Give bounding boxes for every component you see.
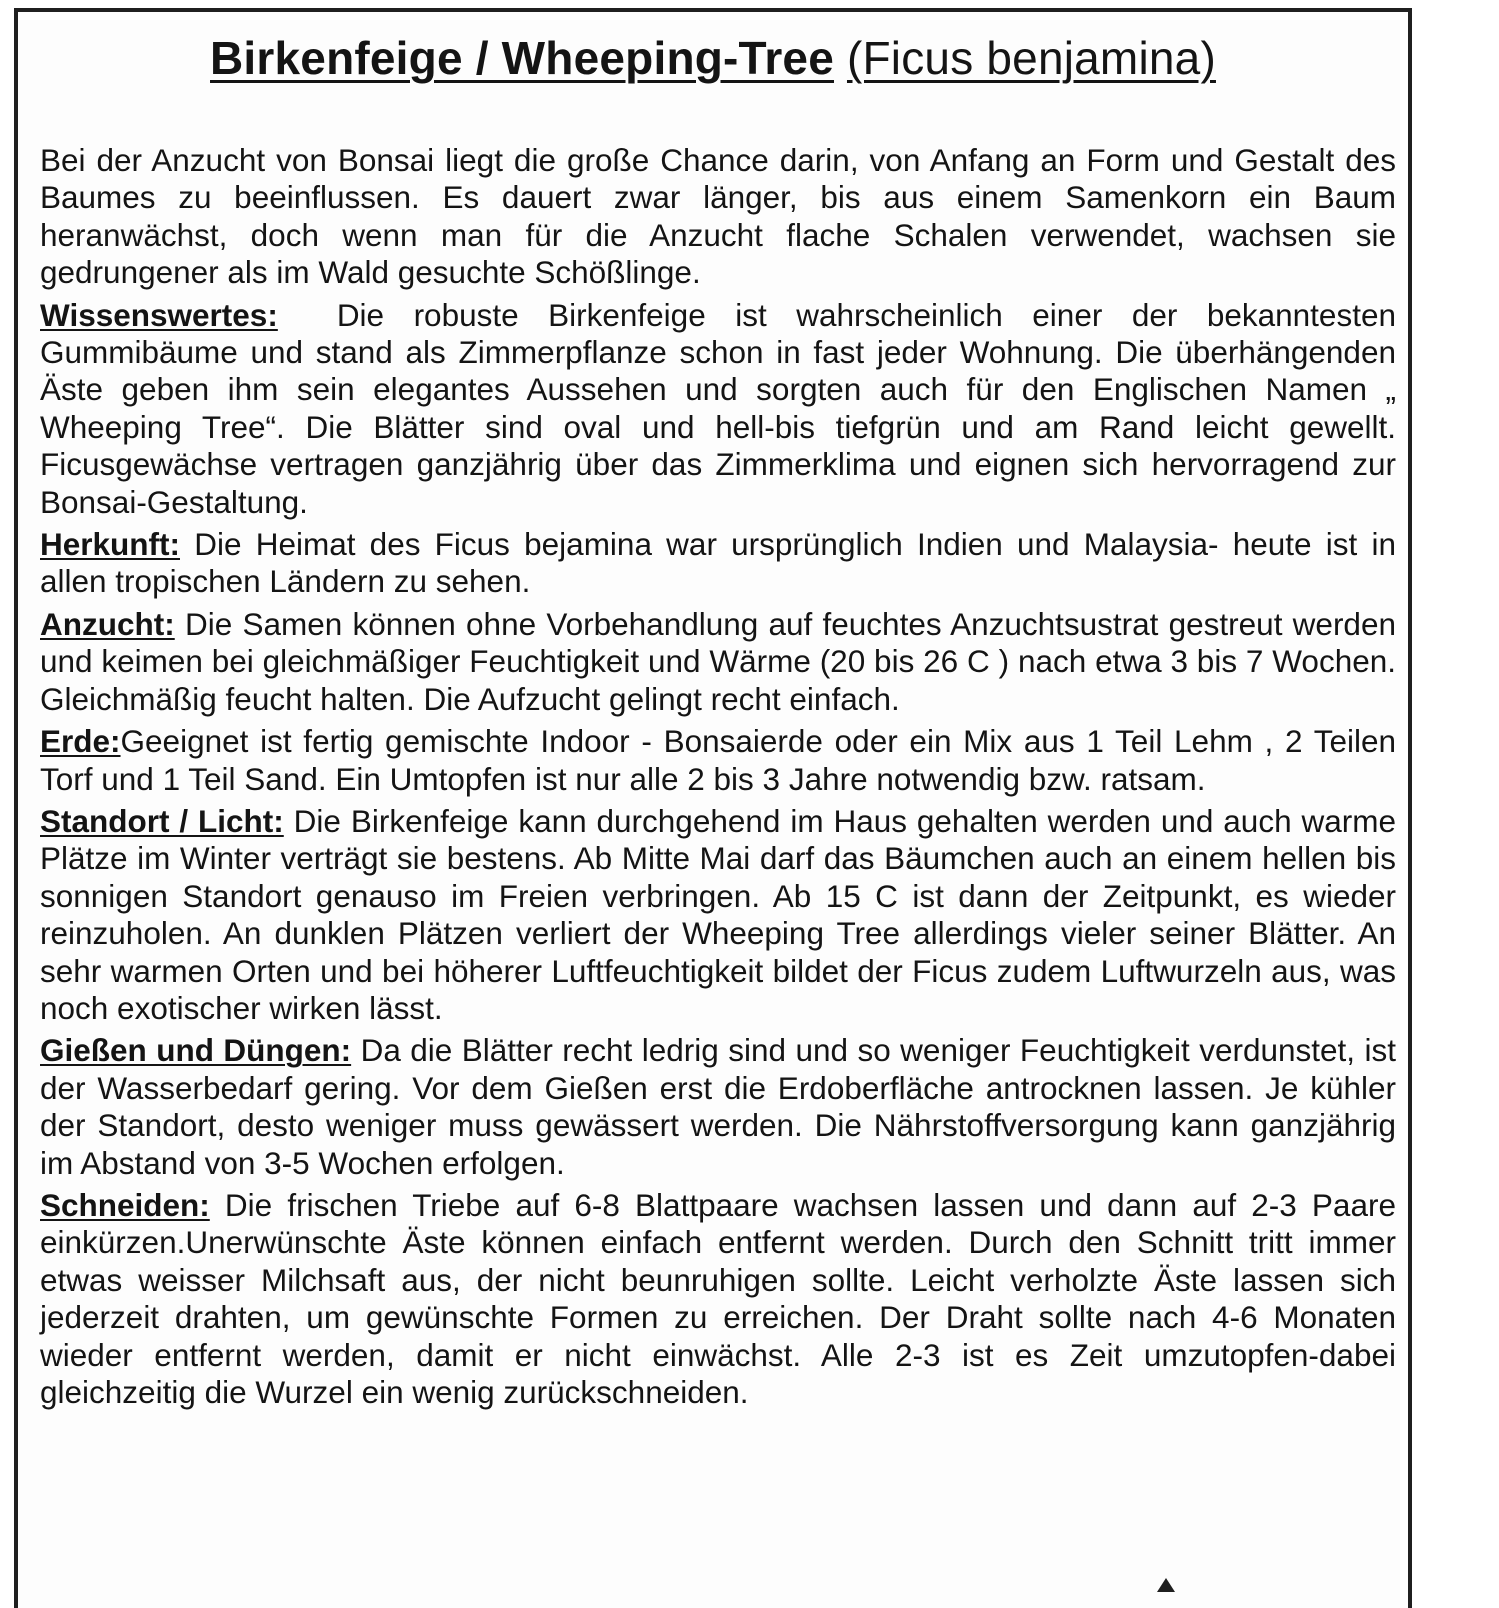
section-label: Standort / Licht:: [40, 802, 284, 839]
section-label: Herkunft:: [40, 526, 180, 563]
intro-paragraph: Bei der Anzucht von Bonsai liegt die große Chance darin, von Anfang an Form und Gestalt des Baumes zu beeinflussen. Es dauert zwar länger, bis aus einem Samenkorn ein Baum heranwächst, doch wenn man für die Anzucht flache Schalen verwendet, wachsen sie gedrungener als im Wald gesuchte Schößlinge.: [40, 142, 1396, 291]
section-label: Schneiden:: [40, 1186, 210, 1223]
section-text: Die robuste Birkenfeige ist wahrscheinlich einer der bekanntesten Gummibäume und stand als Zimmerpflanze schon in fast jeder Wohnung. Die überhängenden Äste geben ihm sein elegantes Aussehen und sorgten auch für den Englischen Namen „ Wheeping Tree“. Die Blätter sind oval und hell-bis tiefgrün und am Rand leicht gewellt. Ficusgewächse vertragen ganzjährig über das Zimmerklima und eignen sich hervorragend zur Bonsai-Gestaltung.: [40, 296, 1396, 520]
section-label: Erde:: [40, 723, 121, 760]
section-herkunft: [40, 526, 1396, 601]
article-body: [40, 142, 1396, 1416]
section-schneiden: [40, 1187, 1396, 1411]
section-standort-licht: [40, 803, 1396, 1027]
triangle-marker-icon: [1157, 1578, 1175, 1592]
section-text: Geeignet ist fertig gemischte Indoor - Bonsaierde oder ein Mix aus 1 Teil Lehm , 2 Teilen Torf und 1 Teil Sand. Ein Umtopfen ist nur alle 2 bis 3 Jahre notwendig bzw. ratsam.: [40, 723, 1396, 797]
section-text: Da die Blätter recht ledrig sind und so weniger Feuchtigkeit verdunstet, ist der Wasserbedarf gering. Vor dem Gießen erst die Erdoberfläche antrocknen lassen. Je kühler der Standort, desto weniger muss gewässert werden. Die Nährstoffversorgung kann ganzjährig im Abstand von 3-5 Wochen erfolgen.: [40, 1032, 1396, 1181]
section-label: Gießen und Düngen:: [40, 1032, 352, 1069]
section-giessen-duengen: [40, 1032, 1396, 1182]
section-erde: [40, 723, 1396, 798]
info-card: [14, 8, 1412, 1608]
section-text: Die frischen Triebe auf 6-8 Blattpaare wachsen lassen und dann auf 2-3 Paare einkürzen.Unerwünschte Äste können einfach entfernt werden. Durch den Schnitt tritt immer etwas weisser Milchsaft aus, der nicht beunruhigen sollte. Leicht verholzte Äste lassen sich jederzeit drahten, um gewünschte Formen zu erreichen. Der Draht sollte nach 4-6 Monaten wieder entfernt werden, damit er nicht einwächst. Alle 2-3 ist es Zeit umzutopfen-dabei gleichzeitig die Wurzel ein wenig zurückschneiden.: [40, 1186, 1396, 1410]
section-text: Die Birkenfeige kann durchgehend im Haus gehalten werden und auch warme Plätze im Winter verträgt sie bestens. Ab Mitte Mai darf das Bäumchen auch an einem hellen bis sonnigen Standort genauso im Freien verbringen. Ab 15 C ist dann der Zeitpunkt, es wieder reinzuholen. An dunklen Plätzen verliert der Wheeping Tree allerdings vieler seiner Blätter. An sehr warmen Orten und bei höherer Luftfeuchtigkeit bildet der Ficus zudem Luftwurzeln aus, was noch exotischer wirken lässt.: [40, 802, 1396, 1026]
section-anzucht: [40, 606, 1396, 718]
title-common-name: Birkenfeige / Wheeping-Tree: [210, 32, 834, 84]
title-latin-name: (Ficus benjamina): [846, 32, 1216, 84]
page-title: [18, 30, 1408, 86]
section-label: Wissenswertes:: [40, 296, 278, 333]
section-text: Die Samen können ohne Vorbehandlung auf feuchtes Anzuchtsustrat gestreut werden und keimen bei gleichmäßiger Feuchtigkeit und Wärme (20 bis 26 C ) nach etwa 3 bis 7 Wochen. Gleichmäßig feucht halten. Die Aufzucht gelingt recht einfach.: [40, 605, 1396, 717]
section-text: Die Heimat des Ficus bejamina war ursprünglich Indien und Malaysia- heute ist in allen tropischen Ländern zu sehen.: [40, 526, 1396, 600]
section-label: Anzucht:: [40, 605, 175, 642]
section-wissenswertes: [40, 297, 1396, 521]
